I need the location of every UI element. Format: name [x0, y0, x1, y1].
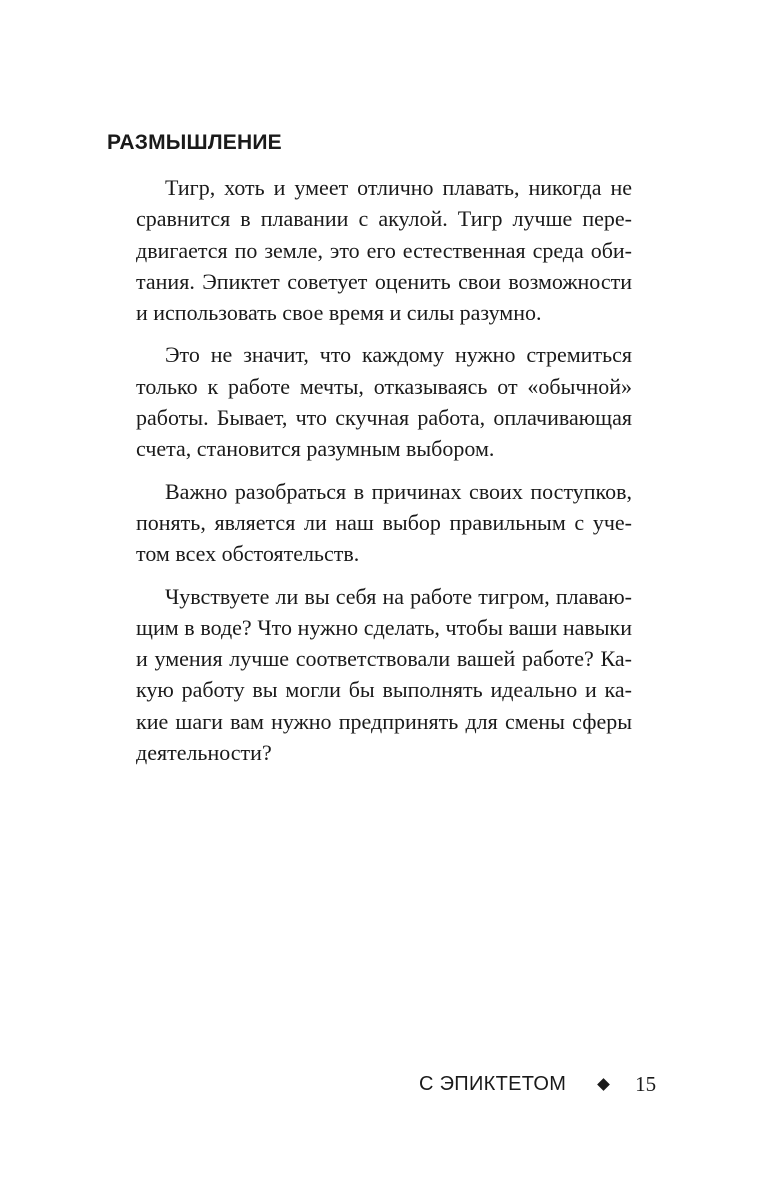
body-text — [136, 172, 632, 779]
paragraph: Важно разобраться в причинах своих поступков, понять, является ли наш выбор правильным с учетом всех обстоятельств. — [136, 478, 632, 567]
page-footer — [419, 1069, 679, 1099]
diamond-icon — [597, 1078, 610, 1091]
paragraph: Чувствуете ли вы себя на работе тигром, плавающим в воде? Что нужно сделать, чтобы ваши навыки и умения лучше соответствовали вашей работе? Какую работу вы могли бы выполнять идеально и какие шаги вам нужно предпринять для смены сферы деятельности? — [136, 583, 632, 766]
paragraph: Это не значит, что каждому нужно стремиться только к работе мечты, отказываясь от «обычной» работы. Бывает, что скучная работа, оплачивающая счета, становится разумным выбором. — [136, 342, 632, 462]
section-heading: РАЗМЫШЛЕНИЕ — [107, 131, 282, 154]
page-number: 15 — [635, 1071, 657, 1096]
paragraph: Тигр, хоть и умеет отлично плавать, никогда не сравнится в плавании с акулой. Тигр лучше передвигается по земле, это его естественная среда обитания. Эпиктет советует оценить свои возможности и использовать свое время и силы разумно. — [136, 175, 632, 326]
running-head: С ЭПИКТЕТОМ — [419, 1072, 567, 1095]
